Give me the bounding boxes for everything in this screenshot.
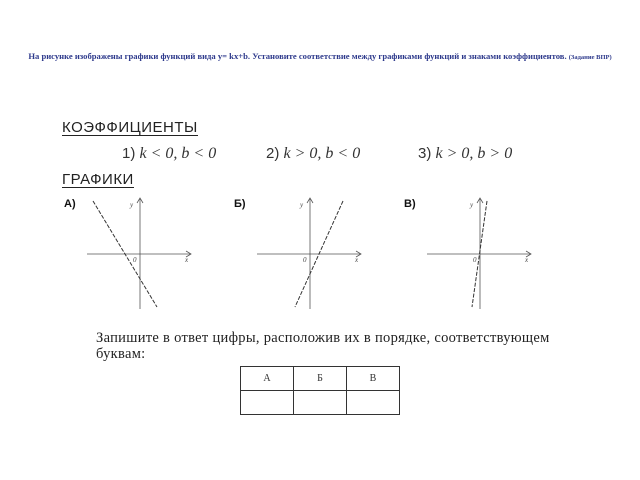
answer-cell-v[interactable] [347,391,400,415]
y-axis-label: y [130,201,134,209]
graphs-heading: ГРАФИКИ [62,171,134,188]
answer-cell-a[interactable] [241,391,294,415]
coefficients-heading: КОЭФФИЦИЕНТЫ [62,119,198,136]
option-number: 3) [418,145,432,162]
origin-label: 0 [473,256,477,264]
task-text: На рисунке изображены графики функций вида y= kx+b. Установите соответствие между графиками функций и знаками коэффициентов. [28,51,567,61]
answer-header-row [241,367,400,391]
option-text: k < 0, b < 0 [139,145,217,162]
x-axis-label: x [185,256,189,264]
graph-label-v: В) [404,198,416,210]
option-number: 2) [266,145,280,162]
task-header [20,49,620,65]
option-text: k > 0, b > 0 [435,145,513,162]
task-note: (Задание ВПР) [568,54,612,61]
answer-header-b: Б [294,367,347,391]
coefficient-option-2 [266,145,360,163]
answer-table [240,366,400,415]
origin-label: 0 [133,256,137,264]
graph-label-b: Б) [234,198,246,210]
answer-header-v: В [347,367,400,391]
answer-value-row [241,391,400,415]
answer-header-a: А [241,367,294,391]
origin-label: 0 [303,256,307,264]
graph-v [425,195,535,313]
x-axis-label: x [355,256,359,264]
instruction-text: Запишите в ответ цифры, расположив их в порядке, соответствующем буквам: [96,330,550,362]
coefficient-option-1 [122,145,216,163]
option-text: k > 0, b < 0 [283,145,361,162]
graph-label-a: А) [64,198,76,210]
x-axis-label: x [525,256,529,264]
graph-a [85,195,195,313]
y-axis-label: y [470,201,474,209]
answer-cell-b[interactable] [294,391,347,415]
option-number: 1) [122,145,136,162]
graph-b [255,195,365,313]
y-axis-label: y [300,201,304,209]
coefficient-option-3 [418,145,512,163]
